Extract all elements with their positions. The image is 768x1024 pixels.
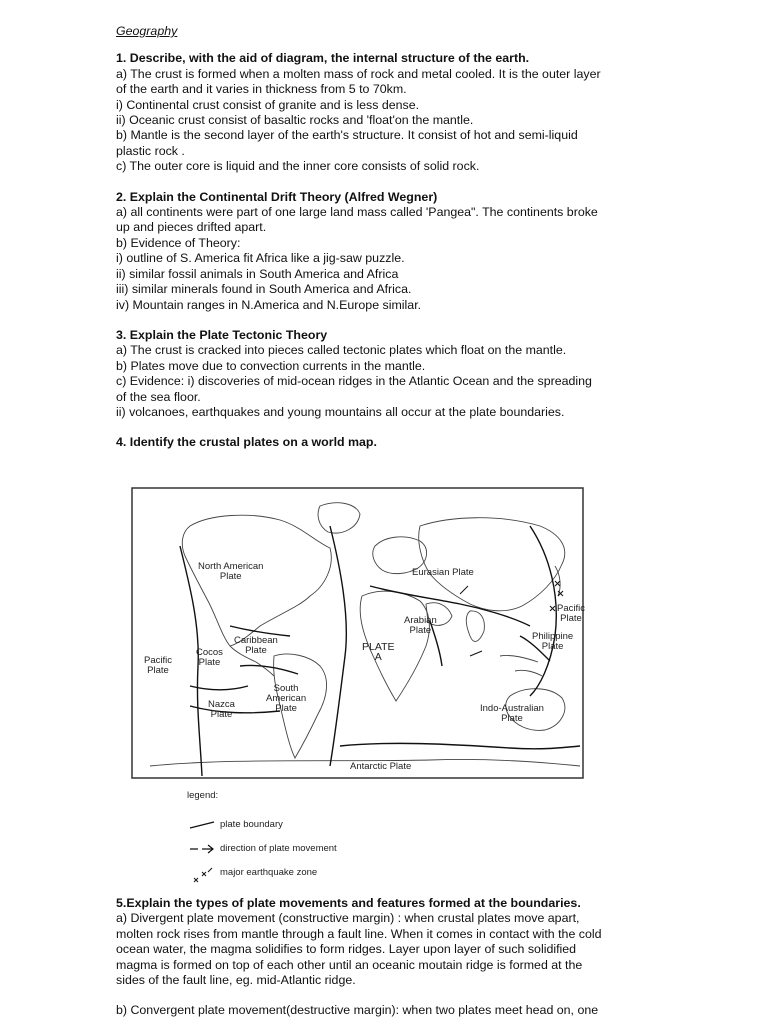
section-4 xyxy=(116,435,636,450)
section-3 xyxy=(116,328,636,420)
text-line: ii) similar fossil animals in South America and Africa xyxy=(116,266,399,281)
text-line: ii) Oceanic crust consist of basaltic rocks and 'float'on the mantle. xyxy=(116,113,474,128)
text-line: i) outline of S. America fit Africa like a jig-saw puzzle. xyxy=(116,251,405,266)
text-line: c) Evidence: i) discoveries of mid-ocean ridges in the Atlantic Ocean and the spreading xyxy=(116,374,592,389)
legend-movement: direction of plate movement xyxy=(182,842,442,856)
text-line: plastic rock . xyxy=(116,143,185,158)
earthquake-zone-icon xyxy=(188,866,216,886)
text-line: iv) Mountain ranges in N.America and N.Europe similar. xyxy=(116,297,422,312)
nazca-plate-label: Nazca Plate xyxy=(208,699,235,720)
text-line: a) The crust is cracked into pieces called tectonic plates which float on the mantle. xyxy=(116,343,567,358)
legend-title: legend: xyxy=(187,790,219,801)
section-heading: 2. Explain the Continental Drift Theory (Alfred Wegner) xyxy=(116,189,438,204)
legend-boundary: plate boundary xyxy=(182,818,442,832)
text-line: of the earth and it varies in thickness from 5 to 70km. xyxy=(116,82,407,97)
pacific-plate-right-label: Pacific Plate xyxy=(557,603,585,624)
text-line: of the sea floor. xyxy=(116,389,201,404)
section-heading: 1. Describe, with the aid of diagram, the internal structure of the earth. xyxy=(116,51,530,66)
arabian-plate-label: Arabian Plate xyxy=(404,615,437,636)
plate-a-label: PLATE A xyxy=(362,641,395,663)
north-american-plate-label: North American Plate xyxy=(198,561,264,582)
eurasian-plate-label: Eurasian Plate xyxy=(412,567,474,578)
text-line: b) Plates move due to convection currents in the mantle. xyxy=(116,358,426,373)
subject-title: Geography xyxy=(116,24,178,38)
text-line: a) all continents were part of one large land mass called 'Pangea". The continents broke xyxy=(116,205,598,220)
section-2 xyxy=(116,190,636,313)
pacific-plate-left-label: Pacific Plate xyxy=(144,655,172,676)
text-line: c) The outer core is liquid and the inner core consists of solid rock. xyxy=(116,159,480,174)
indo-australian-plate-label: Indo-Australian Plate xyxy=(480,703,544,724)
legend-earthquake: major earthquake zone xyxy=(182,866,442,880)
plate-map-drawing xyxy=(130,486,585,780)
section-5 xyxy=(116,896,638,1019)
text-line: ocean water, the magma solidifies to form ridges. Layer upon layer of such solidified xyxy=(116,942,577,957)
south-american-plate-label: South American Plate xyxy=(266,683,307,714)
section-1 xyxy=(116,51,636,174)
text-line: i) Continental crust consist of granite and is less dense. xyxy=(116,97,420,112)
text-line: a) The crust is formed when a molten mass of rock and metal cooled. It is the outer layer xyxy=(116,66,601,81)
philippine-plate-label: Philippine Plate xyxy=(532,631,574,652)
text-line: ii) volcanoes, earthquakes and young mountains all occur at the plate boundaries. xyxy=(116,404,565,419)
cocos-plate-label: Cocos Plate xyxy=(196,647,223,668)
text-line: magma is formed on top of each other until an oceanic moutain ridge is formed at the xyxy=(116,957,583,972)
text-line: molten rock rises from mantle through a fault line. When it comes in contact with the cold xyxy=(116,926,602,941)
movement-arrow-icon xyxy=(188,842,216,856)
antarctic-plate-label: Antarctic Plate xyxy=(350,761,412,772)
text-line: up and pieces drifted apart. xyxy=(116,220,267,235)
section-heading: 3. Explain the Plate Tectonic Theory xyxy=(116,327,328,342)
text-line: b) Mantle is the second layer of the earth's structure. It consist of hot and semi-liquid xyxy=(116,128,578,143)
plate-map xyxy=(130,486,585,780)
boundary-line-icon xyxy=(188,818,216,832)
text-line: iii) similar minerals found in South America and Africa. xyxy=(116,282,412,297)
section-heading: 5.Explain the types of plate movements and features formed at the boundaries. xyxy=(116,896,581,910)
caribbean-plate-label: Caribbean Plate xyxy=(234,635,278,656)
document-page xyxy=(116,24,636,466)
section-heading: 4. Identify the crustal plates on a world map. xyxy=(116,435,377,450)
text-line: b) Evidence of Theory: xyxy=(116,235,241,250)
text-line: a) Divergent plate movement (constructive margin) : when crustal plates move apart, xyxy=(116,911,580,926)
text-line: b) Convergent plate movement(destructive margin): when two plates meet head on, one xyxy=(116,1003,599,1018)
text-line: sides of the fault line, eg. mid-Atlantic ridge. xyxy=(116,973,356,988)
